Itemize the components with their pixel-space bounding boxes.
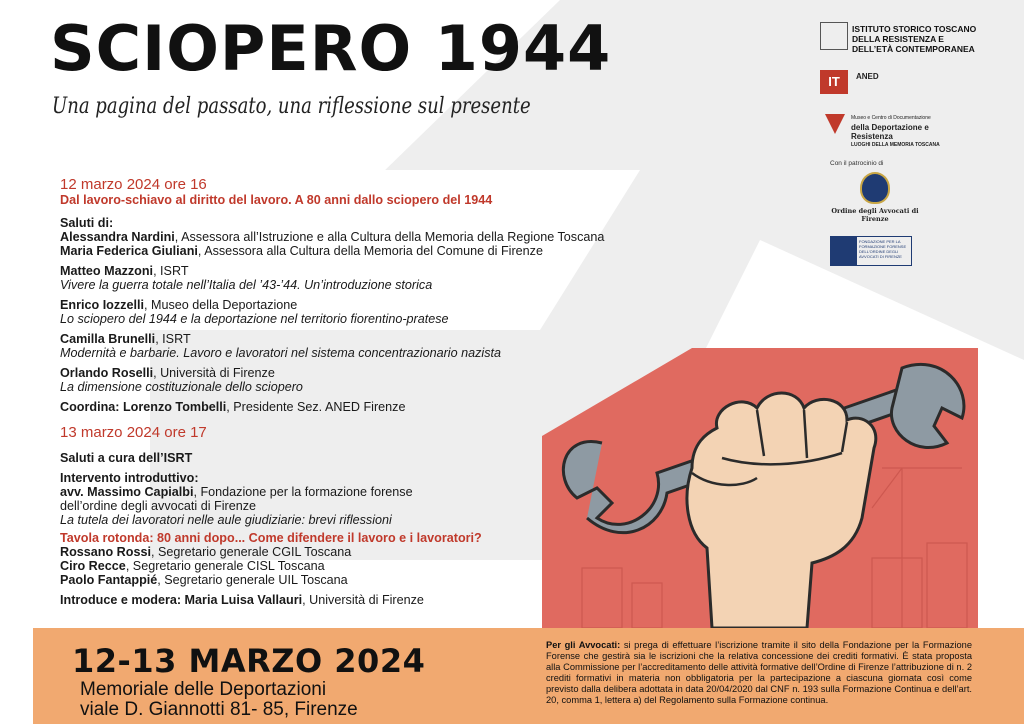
day1-talk: Vivere la guerra totale nell’Italia del ’43-’44. Un’introduzione storica (60, 278, 433, 292)
day1-saluti-item: Maria Federica Giuliani, Assessora alla Cultura della Memoria del Comune di Firenze (60, 244, 543, 258)
day1-program (60, 176, 620, 414)
fondazione-forense-logo: FONDAZIONE PER LA FORMAZIONE FORENSE DELL’ORDINE DEGLI AVVOCATI DI FIRENZE (830, 236, 912, 266)
day2-panelist: Ciro Recce, Segretario generale CISL Toscana (60, 559, 325, 573)
day1-talk: Modernità e barbarie. Lavoro e lavoratori nel sistema concentrazionario nazista (60, 346, 502, 360)
day1-speaker: Enrico Iozzelli, Museo della Deportazione (60, 298, 298, 312)
page-title: SCIOPERO 1944 (50, 12, 612, 85)
day2-saluti: Saluti a cura dell’ISRT (60, 451, 193, 465)
day1-coordina: Coordina: Lorenzo Tombelli, Presidente Sez. ANED Firenze (60, 400, 406, 414)
day1-headline: Dal lavoro-schiavo al diritto del lavoro. A 80 anni dallo sciopero del 1944 (60, 193, 493, 207)
day2-modera: Introduce e modera: Maria Luisa Vallauri, Università di Firenze (60, 593, 424, 607)
day2-intervento-label: Intervento introduttivo: (60, 471, 199, 485)
day2-panelist: Rossano Rossi, Segretario generale CGIL Toscana (60, 545, 352, 559)
day1-speaker: Camilla Brunelli, ISRT (60, 332, 191, 346)
day2-date: 13 marzo 2024 ore 17 (60, 424, 207, 441)
isrt-logo: ISTITUTO STORICO TOSCANO DELLA RESISTENZA E DELL’ETÀ CONTEMPORANEA (820, 22, 1005, 58)
day1-date: 12 marzo 2024 ore 16 (60, 176, 207, 193)
aned-logo: IT ANED (820, 70, 920, 100)
page-subtitle: Una pagina del passato, una riflessione sul presente (52, 94, 531, 119)
day1-speaker: Orlando Roselli, Università di Firenze (60, 366, 275, 380)
event-venue: Memoriale delle Deportazioni viale D. Giannotti 81- 85, Firenze (80, 679, 358, 720)
lawyers-note: Per gli Avvocati: si prega di effettuare l’iscrizione tramite il sito della Fondazione per la Formazione Forense che gestirà sia le iscrizioni che la relativa concessione dei crediti formativi. È stata proposta alla Commissione per l’accreditamento delle attività formative dell’Ordine di Firenze l’attribuzione di n. 2 crediti formativi in materia non obbligatoria per la partecipazione a ciascuna giornata così come previsto dalla delibera adottata in data 20/04/2020 dal CNF n. 193 sulla Formazione Continua e dell’art. 20, comma 1, lettera a) del Regolamento sulla Formazione continua. (546, 640, 972, 705)
day1-saluti-item: Alessandra Nardini, Assessora all’Istruzione e alla Cultura della Memoria della Regione Toscana (60, 230, 605, 244)
emblem-icon (831, 237, 857, 265)
day1-saluti-label: Saluti di: (60, 216, 114, 230)
day2-program (60, 424, 620, 607)
triangle-icon (825, 114, 845, 134)
day1-speaker: Matteo Mazzoni, ISRT (60, 264, 189, 278)
day1-talk: Lo sciopero del 1944 e la deportazione nel territorio fiorentino-pratese (60, 312, 449, 326)
day2-intervento: avv. Massimo Capialbi, Fondazione per la formazione forense (60, 485, 413, 499)
ordine-avvocati-logo: Ordine degli Avvocati di Firenze (825, 172, 925, 223)
museo-deportazione-logo: Museo e Centro di Documentazione della Deportazione e Resistenza LUOGHI DELLA MEMORIA TOSCANA (825, 112, 955, 142)
day2-tavola: Tavola rotonda: 80 anni dopo... Come difendere il lavoro e i lavoratori? (60, 531, 482, 545)
day2-intervento-role2: dell’ordine degli avvocati di Firenze (60, 499, 257, 513)
isrt-emblem-icon (820, 22, 848, 50)
shield-icon (860, 172, 890, 204)
event-dates: 12-13 MARZO 2024 (72, 642, 426, 680)
patrocinio-label: Con il patrocinio di (830, 160, 884, 167)
aned-emblem-icon: IT (820, 70, 848, 94)
day2-intervento-talk: La tutela dei lavoratori nelle aule giudiziarie: brevi riflessioni (60, 513, 392, 527)
day2-panelist: Paolo Fantappié, Segretario generale UIL Toscana (60, 573, 348, 587)
day1-talk: La dimensione costituzionale dello sciopero (60, 380, 303, 394)
